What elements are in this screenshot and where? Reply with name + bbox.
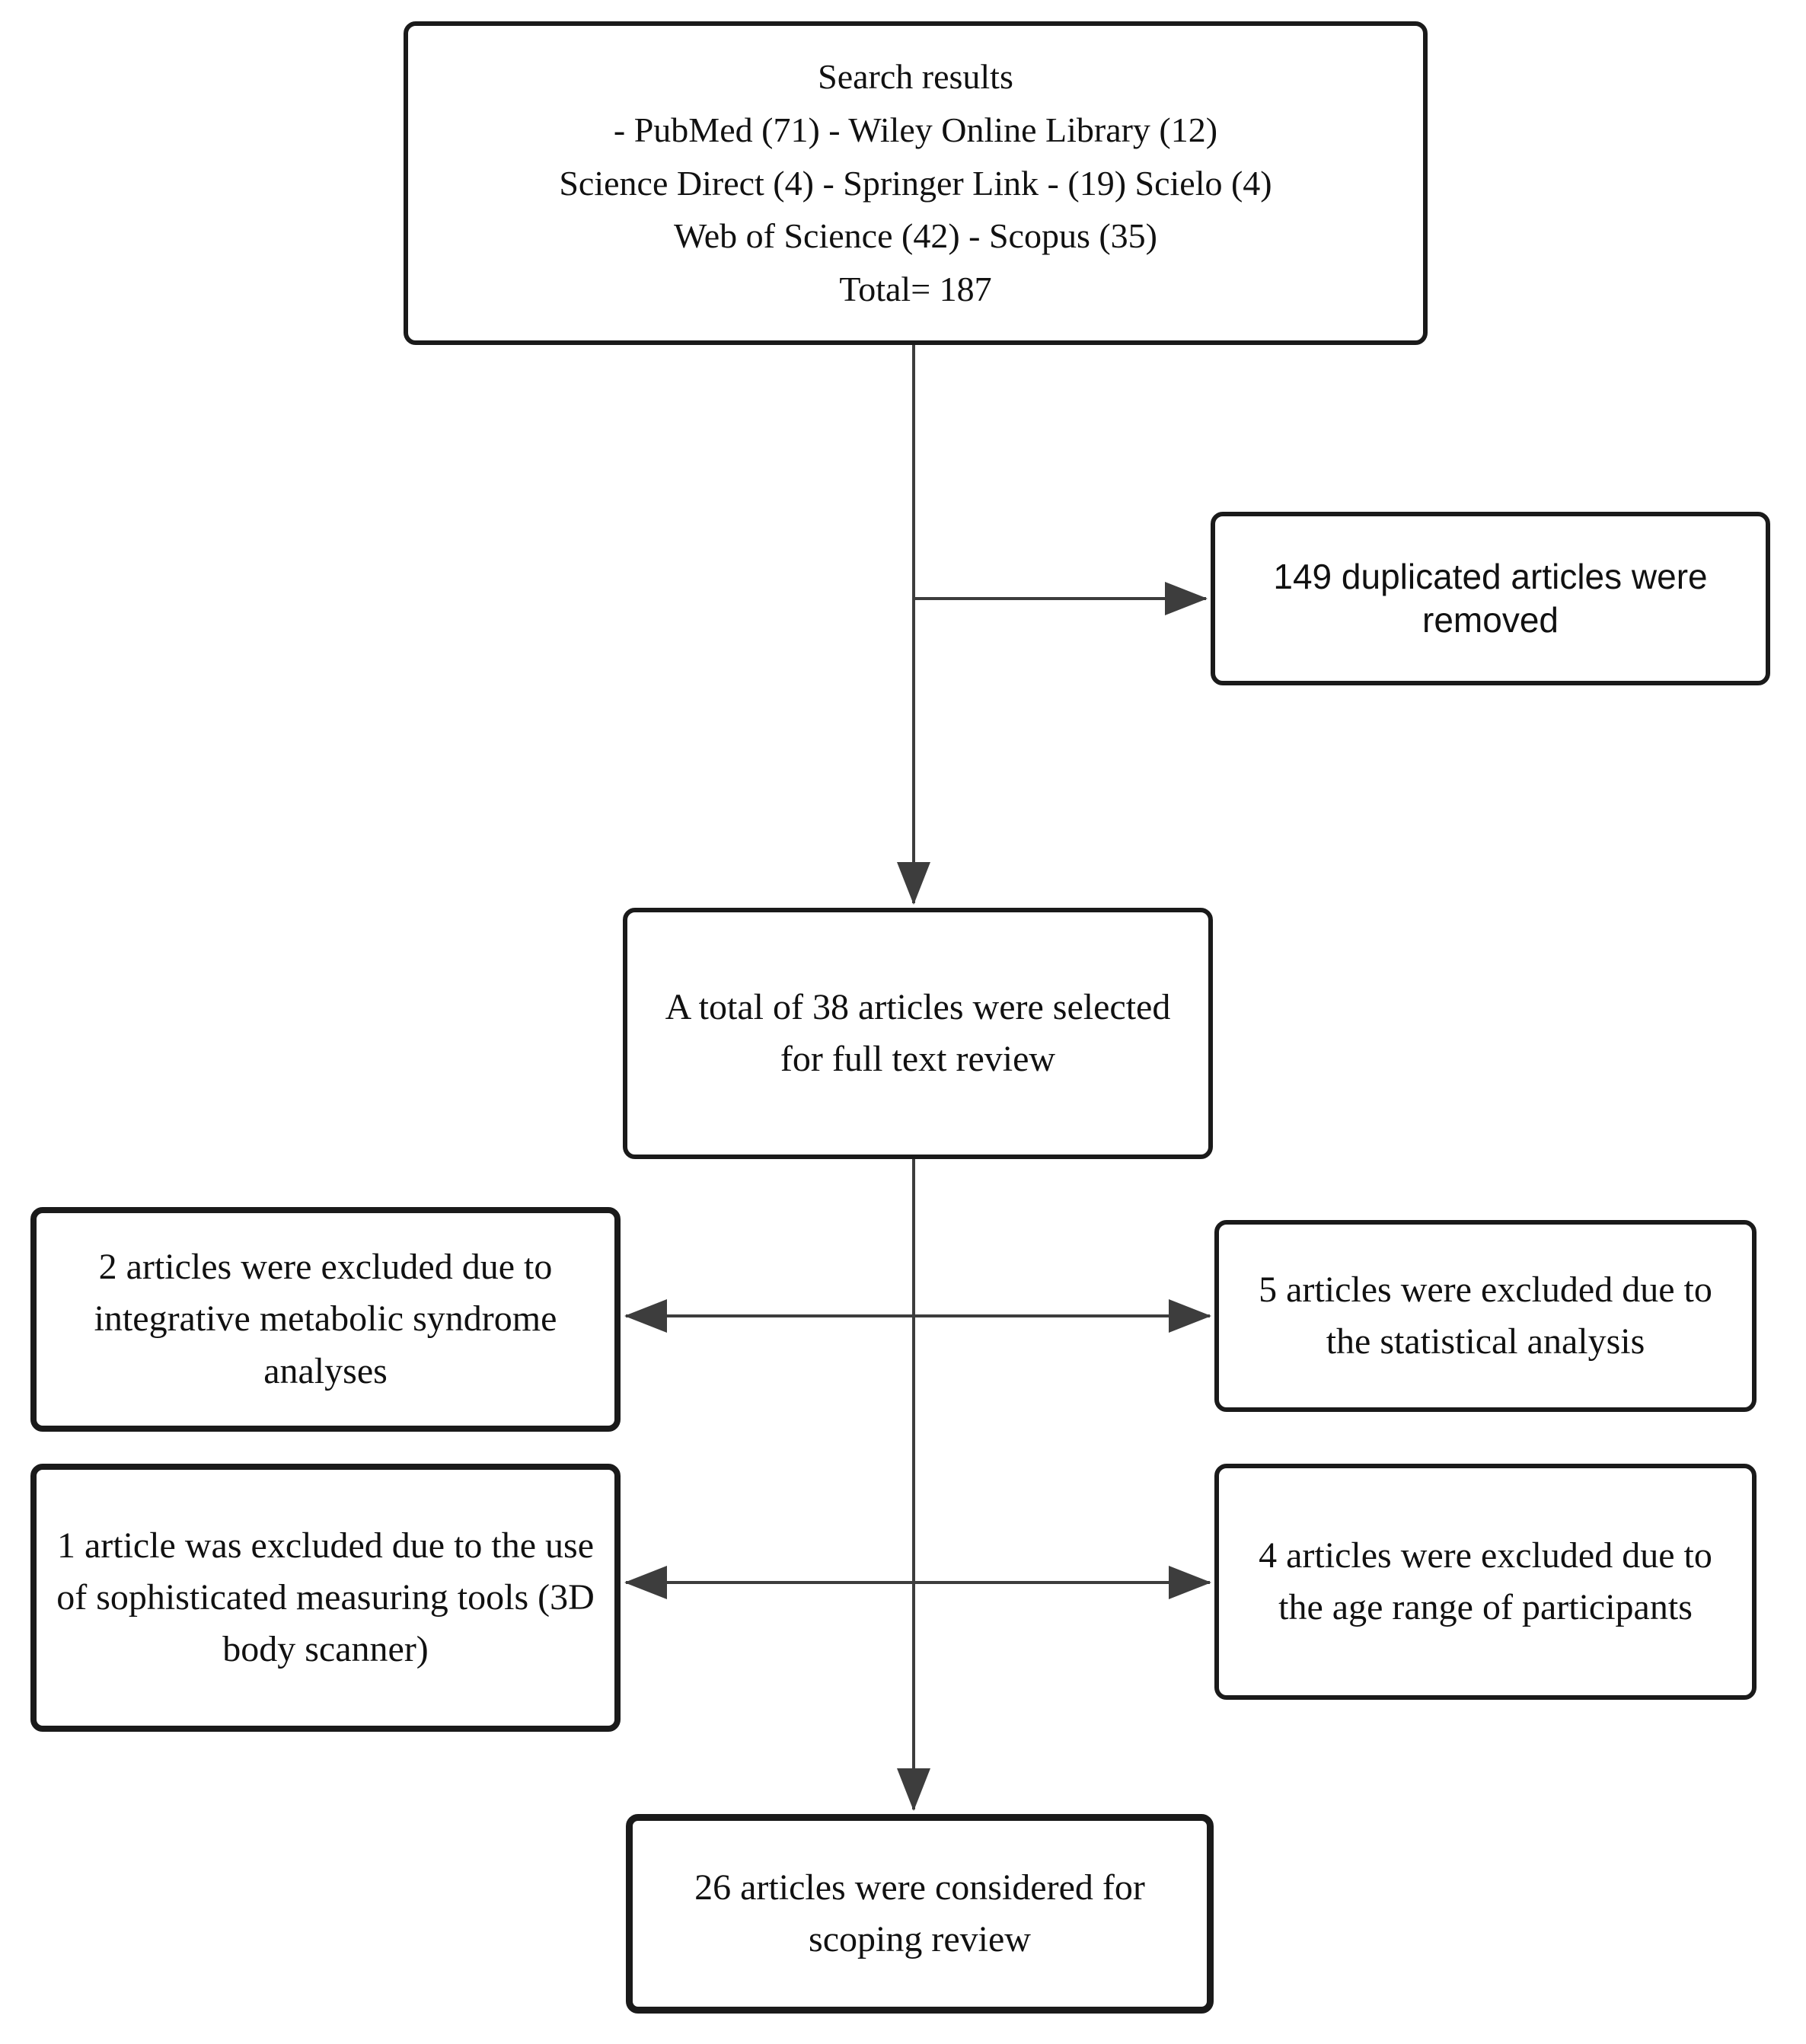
node-search-results [404, 21, 1428, 345]
search-results-line: Search results [818, 56, 1013, 96]
excluded-statistical-text: 5 articles were excluded due to the statistical analysis [1259, 1269, 1712, 1362]
scoping-review-text: 26 articles were considered for scoping review [694, 1867, 1145, 1959]
node-duplicates-removed [1211, 512, 1770, 685]
node-full-text-review [623, 908, 1213, 1159]
search-results-line: Web of Science (42) - Scopus (35) [674, 216, 1157, 256]
node-excluded-statistical [1214, 1220, 1757, 1412]
node-excluded-metabolic [30, 1207, 621, 1432]
node-excluded-tools [30, 1464, 621, 1732]
node-scoping-review [626, 1814, 1214, 2014]
excluded-tools-text: 1 article was excluded due to the use of sophisticated measuring tools (3D body scanner) [56, 1525, 595, 1670]
excluded-metabolic-text: 2 articles were excluded due to integrative metabolic syndrome analyses [94, 1247, 557, 1391]
excluded-age-text: 4 articles were excluded due to the age range of participants [1259, 1535, 1712, 1627]
search-results-line: Total= 187 [839, 270, 992, 309]
node-excluded-age [1214, 1464, 1757, 1700]
full-text-review-text: A total of 38 articles were selected for full text review [665, 986, 1171, 1079]
duplicates-removed-text: 149 duplicated articles were removed [1273, 556, 1708, 640]
search-results-line: Science Direct (4) - Springer Link - (19) Scielo (4) [559, 163, 1272, 203]
search-results-line: - PubMed (71) - Wiley Online Library (12) [613, 110, 1218, 149]
